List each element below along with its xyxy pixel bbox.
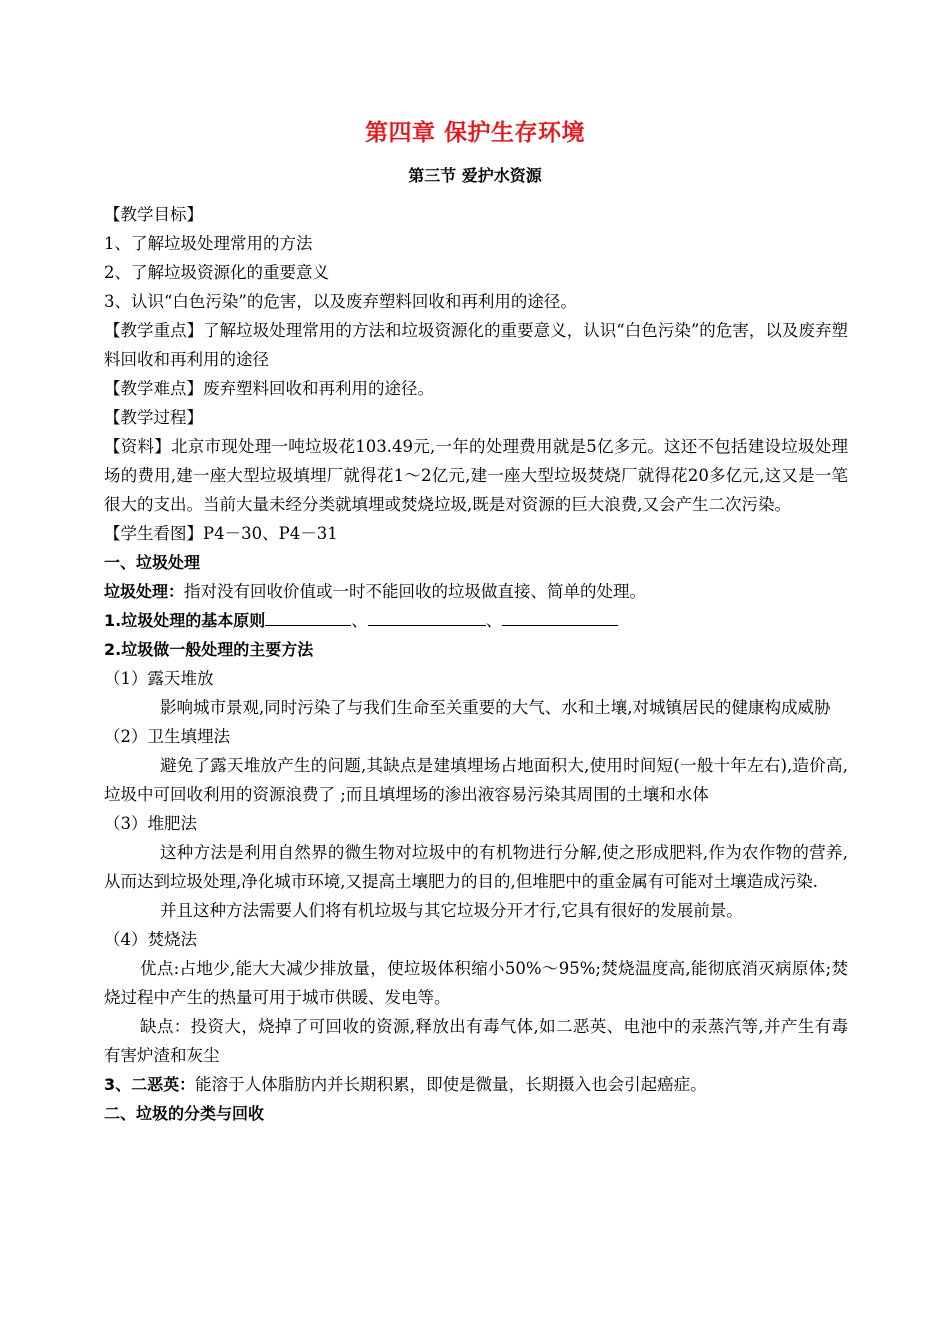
blank-3 bbox=[502, 607, 618, 626]
chapter-title: 第四章 保护生存环境 bbox=[364, 120, 585, 146]
method-name: （3）堆肥法 bbox=[104, 814, 197, 833]
method-text: 影响城市景观,同时污染了与我们生命至关重要的大气、水和土壤,对城镇居民的健康构成威胁 bbox=[160, 698, 831, 717]
document-body bbox=[104, 200, 848, 1128]
figures-reference: 【学生看图】P4－30、P4－31 bbox=[104, 524, 338, 543]
principles-line bbox=[104, 606, 848, 635]
method-text: 避免了露天堆放产生的问题,其缺点是建填埋场占地面积大,使用时间短(一般十年左右),造价高,垃圾中可回收利用的资源浪费了 ;而且填埋场的渗出液容易污染其周围的土壤和水体 bbox=[104, 756, 848, 804]
section2-heading: 二、垃圾的分类与回收 bbox=[104, 1104, 265, 1123]
difficulties-text: 废弃塑料回收和再利用的途径。 bbox=[203, 379, 434, 398]
method-text: 这种方法是利用自然界的微生物对垃圾中的有机物进行分解,使之形成肥料,作为农作物的营养,从而达到垃圾处理,净化城市环境,又提高土壤肥力的目的,但堆肥中的重金属有可能对土壤造成污染. bbox=[104, 843, 848, 891]
dioxin-label: 3、二恶英： bbox=[104, 1075, 196, 1094]
objective-item: 2、了解垃圾资源化的重要意义 bbox=[104, 263, 329, 282]
difficulties-label: 【教学难点】 bbox=[104, 379, 203, 398]
blank-separator: 、 bbox=[351, 611, 368, 630]
material-paragraph bbox=[104, 432, 848, 519]
dioxin-text: 能溶于人体脂肪内并长期积累，即使是微量，长期摄入也会引起癌症。 bbox=[195, 1075, 707, 1094]
objectives-heading: 【教学目标】 bbox=[104, 205, 203, 224]
process-heading: 【教学过程】 bbox=[104, 408, 203, 427]
method-name: （1）露天堆放 bbox=[104, 669, 214, 688]
section1-heading: 一、垃圾处理 bbox=[104, 553, 201, 572]
principles-label: 1.垃圾处理的基本原则 bbox=[104, 611, 266, 630]
material-label: 【资料】 bbox=[104, 437, 172, 456]
key-points-label: 【教学重点】 bbox=[104, 321, 204, 340]
method-text-continued: 并且这种方法需要人们将有机垃圾与其它垃圾分开才行,它具有很好的发展前景。 bbox=[160, 901, 743, 920]
blank-1 bbox=[265, 607, 351, 626]
incineration-pros: 优点:占地少,能大大减少排放量，使垃圾体积缩小50%～95%;焚烧温度高,能彻底消灭病原体;焚烧过程中产生的热量可用于城市供暖、发电等。 bbox=[104, 959, 848, 1007]
material-text: 北京市现处理一吨垃圾花103.49元,一年的处理费用就是5亿多元。这还不包括建设垃圾处理场的费用,建一座大型垃圾填埋厂就得花1～2亿元,建一座大型垃圾焚烧厂就得花20多亿元,这又是一笔很大的支出。当前大量未经分类就填埋或焚烧垃圾,既是对资源的巨大浪费,又会产生二次污染。 bbox=[104, 437, 849, 514]
definition-label: 垃圾处理： bbox=[104, 582, 185, 601]
method-name: （4）焚烧法 bbox=[104, 930, 197, 949]
method-name: （2）卫生填埋法 bbox=[104, 727, 230, 746]
dioxin-paragraph bbox=[104, 1070, 848, 1099]
key-points-text: 了解垃圾处理常用的方法和垃圾资源化的重要意义，认识“白色污染”的危害，以及废弃塑料回收和再利用的途径 bbox=[104, 321, 849, 369]
definition-text: 指对没有回收价值或一时不能回收的垃圾做直接、简单的处理。 bbox=[184, 582, 647, 601]
objective-item: 3、认识“白色污染”的危害，以及废弃塑料回收和再利用的途径。 bbox=[104, 292, 577, 311]
definition-paragraph bbox=[104, 577, 848, 606]
difficulties-paragraph bbox=[104, 374, 848, 403]
blank-2 bbox=[368, 607, 486, 626]
key-points-paragraph bbox=[104, 316, 848, 374]
blank-separator: 、 bbox=[485, 611, 503, 630]
methods-label: 2.垃圾做一般处理的主要方法 bbox=[104, 640, 314, 659]
section-subtitle: 第三节 爱护水资源 bbox=[408, 166, 542, 185]
incineration-cons: 缺点：投资大，烧掉了可回收的资源,释放出有毒气体,如二恶英、电池中的汞蒸汽等,并产生有毒有害炉渣和灰尘 bbox=[104, 1017, 848, 1065]
objective-item: 1、了解垃圾处理常用的方法 bbox=[104, 234, 313, 253]
